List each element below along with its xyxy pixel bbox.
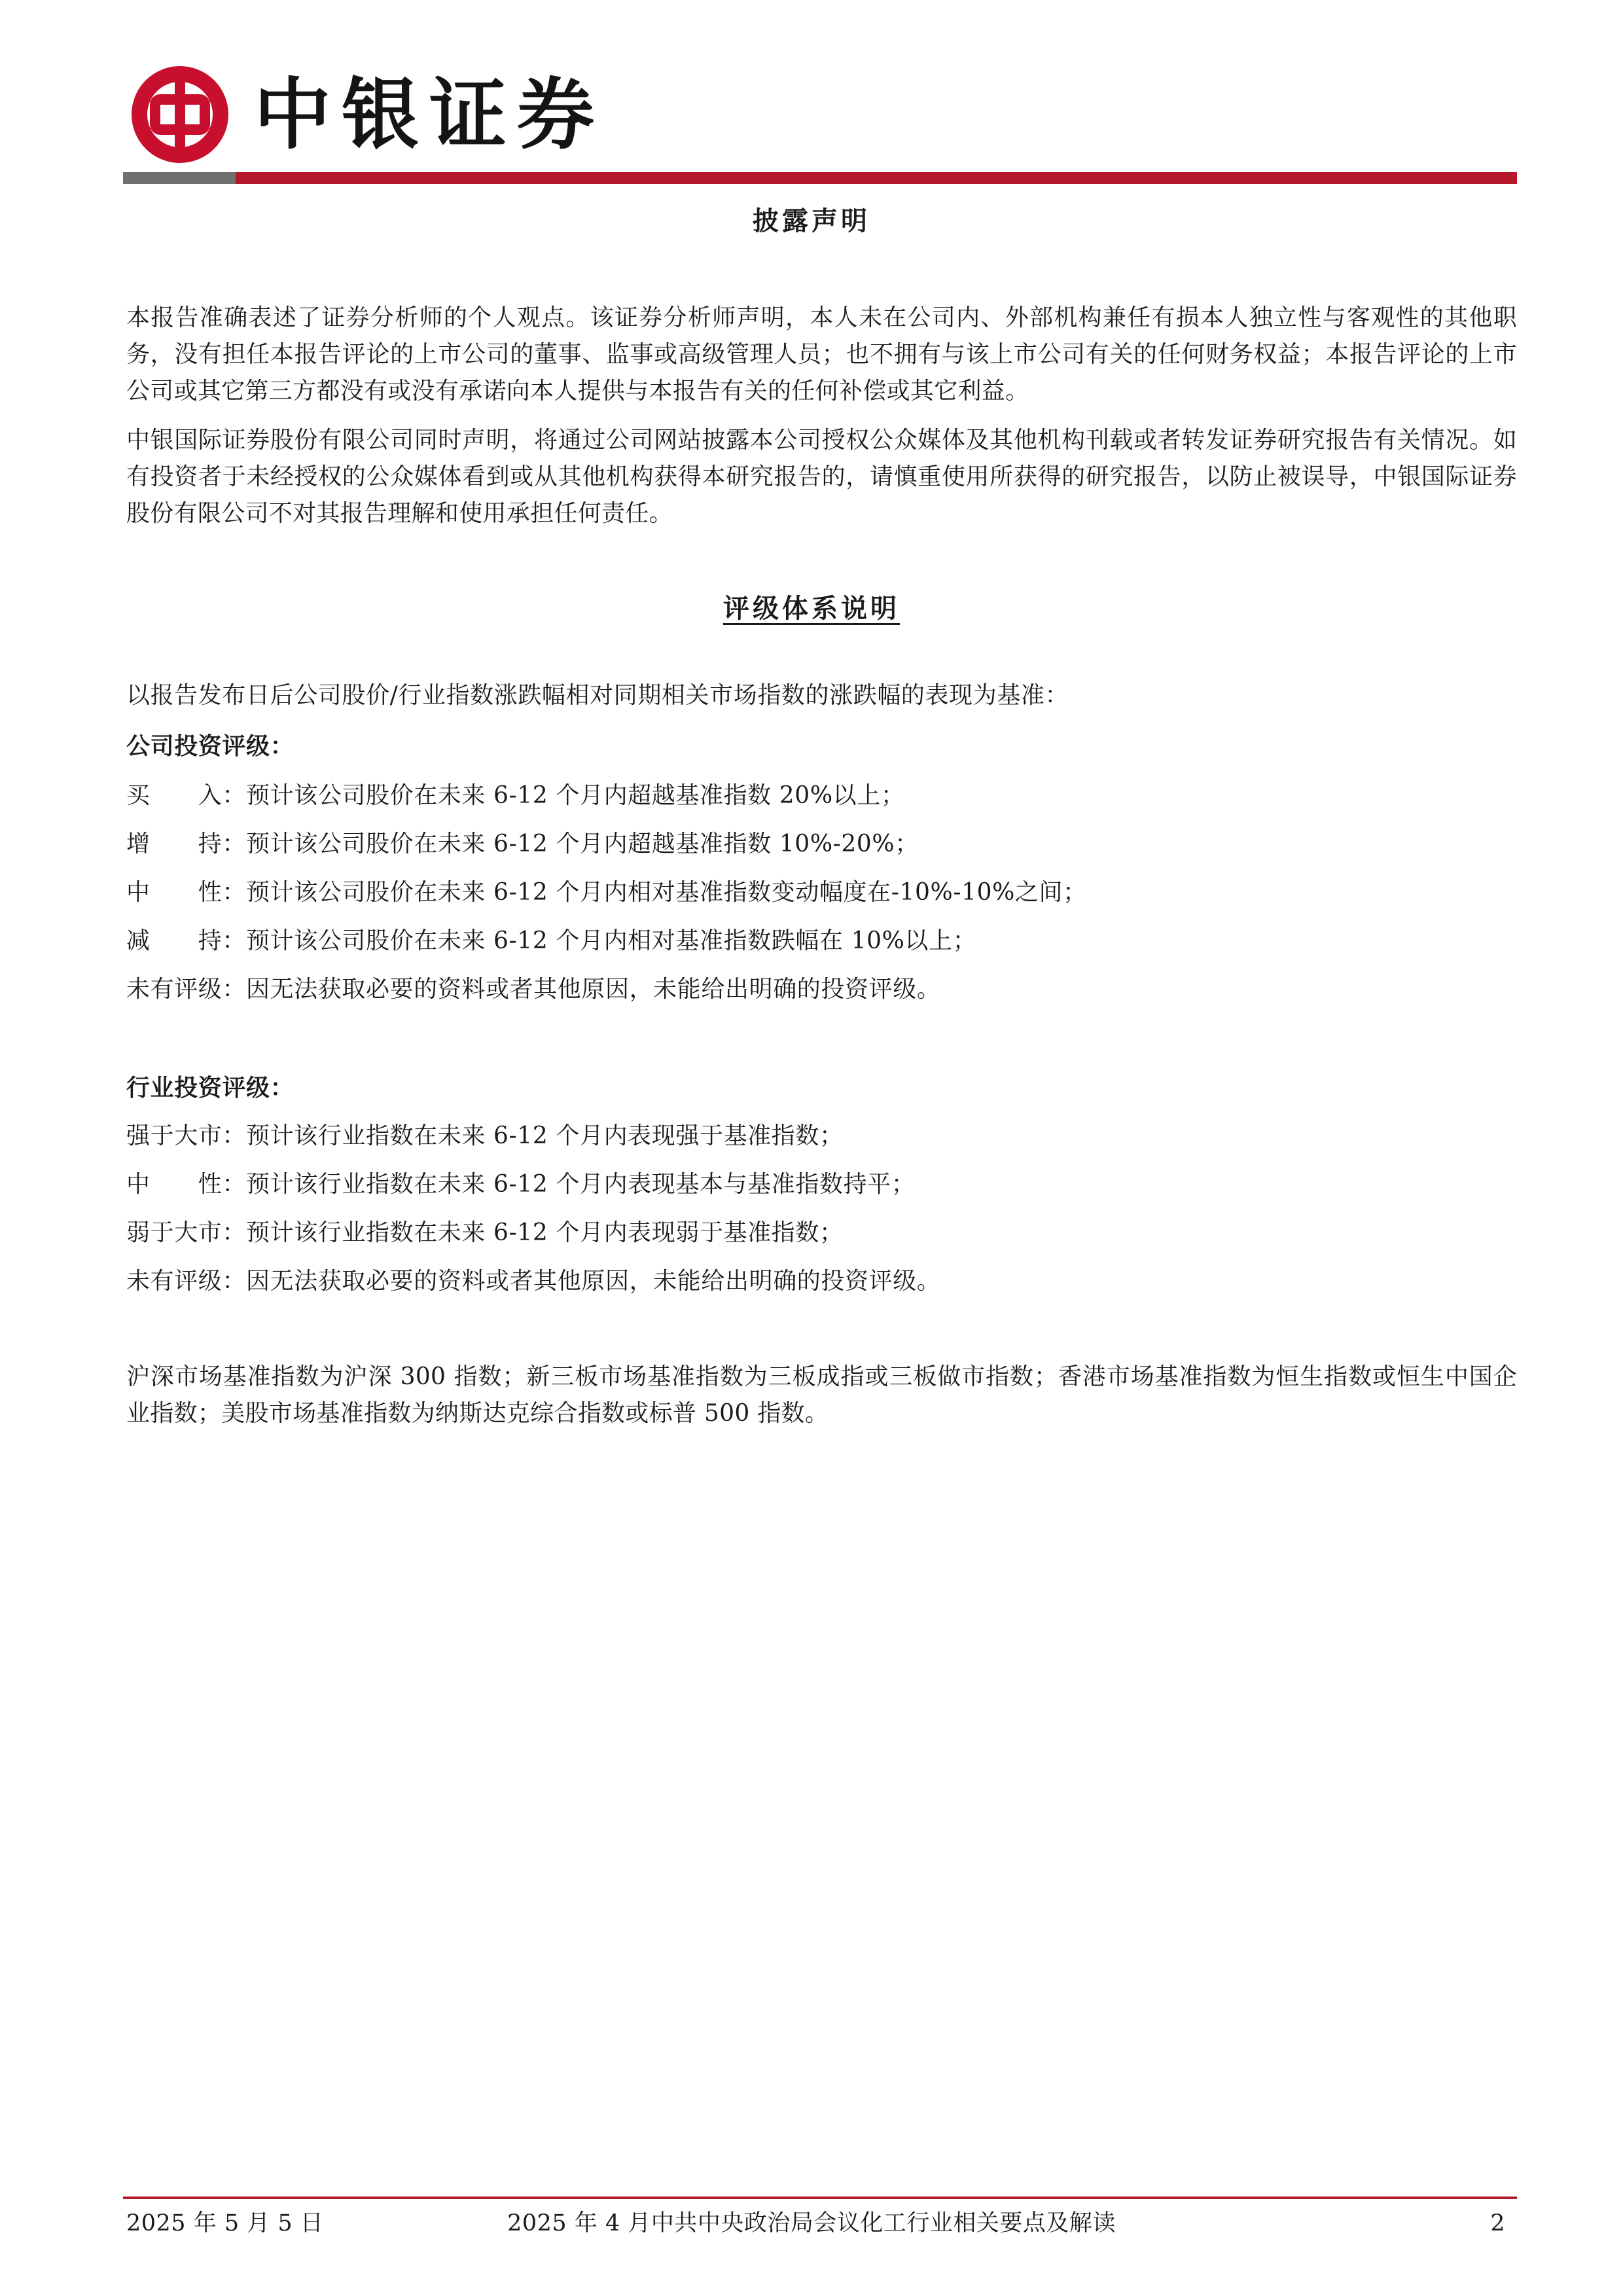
- footer-divider: [123, 2197, 1517, 2199]
- company-rating-neutral: 中 性：预计该公司股价在未来 6-12 个月内相对基准指数变动幅度在-10%-10%之间；: [126, 879, 1087, 906]
- footer-date: 2025 年 5 月 5 日: [126, 2210, 324, 2236]
- company-rating-unrated: 未有评级：因无法获取必要的资料或者其他原因，未能给出明确的投资评级。: [126, 976, 941, 1003]
- brand-logo: [131, 65, 605, 164]
- industry-rating-outperform: 强于大市：预计该行业指数在未来 6-12 个月内表现强于基准指数；: [126, 1122, 844, 1149]
- bank-of-china-logo-icon: [131, 65, 229, 164]
- rating-intro: 以报告发布日后公司股价/行业指数涨跌幅相对同期相关市场指数的涨跌幅的表现为基准：: [126, 682, 1069, 709]
- industry-rating-neutral: 中 性：预计该行业指数在未来 6-12 个月内表现基本与基准指数持平；: [126, 1171, 916, 1198]
- company-rating-overweight: 增 持：预计该公司股价在未来 6-12 个月内超越基准指数 10%-20%；: [126, 831, 919, 857]
- industry-rating-unrated: 未有评级：因无法获取必要的资料或者其他原因，未能给出明确的投资评级。: [126, 1268, 941, 1295]
- company-rating-buy: 买 入：预计该公司股价在未来 6-12 个月内超越基准指数 20%以上；: [126, 782, 905, 809]
- header-bar-grey-segment: [123, 172, 236, 184]
- company-rating-heading: 公司投资评级：: [126, 732, 294, 760]
- footer-report-title: 2025 年 4 月中共中央政治局会议化工行业相关要点及解读: [507, 2210, 1116, 2236]
- benchmark-note: 沪深市场基准指数为沪深 300 指数；新三板市场基准指数为三板成指或三板做市指数；香港市场基准指数为恒生指数或恒生中国企业指数；美股市场基准指数为纳斯达克综合指数或标普 500 指数。: [126, 1363, 1517, 1427]
- industry-rating-heading: 行业投资评级：: [126, 1074, 294, 1102]
- disclosure-title: 披露声明: [753, 206, 870, 236]
- disclosure-paragraph-2: 中银国际证券股份有限公司同时声明，将通过公司网站披露本公司授权公众媒体及其他机构刊载或者转发证券研究报告有关情况。如有投资者于未经授权的公众媒体看到或从其他机构获得本研究报告的，请慎重使用所获得的研究报告，以防止被误导，中银国际证券股份有限公司不对其报告理解和使用承担任何责任。: [126, 427, 1517, 527]
- rating-system-title: [0, 593, 1623, 624]
- header-bar-red-segment: [236, 172, 1517, 184]
- industry-rating-underperform: 弱于大市：预计该行业指数在未来 6-12 个月内表现弱于基准指数；: [126, 1219, 844, 1246]
- rating-system-title-text: 评级体系说明: [723, 593, 900, 624]
- brand-name: 中银证券: [254, 69, 605, 160]
- footer-page-number: 2: [1490, 2210, 1505, 2236]
- disclosure-paragraph-1: 本报告准确表述了证券分析师的个人观点。该证券分析师声明，本人未在公司内、外部机构兼任有损本人独立性与客观性的其他职务，没有担任本报告评论的上市公司的董事、监事或高级管理人员；也不拥有与该上市公司有关的任何财务权益；本报告评论的上市公司或其它第三方都没有或没有承诺向本人提供与本报告有关的任何补偿或其它利益。: [126, 304, 1517, 404]
- header-divider-bar: [123, 172, 1517, 184]
- company-rating-underweight: 减 持：预计该公司股价在未来 6-12 个月内相对基准指数跌幅在 10%以上；: [126, 927, 977, 954]
